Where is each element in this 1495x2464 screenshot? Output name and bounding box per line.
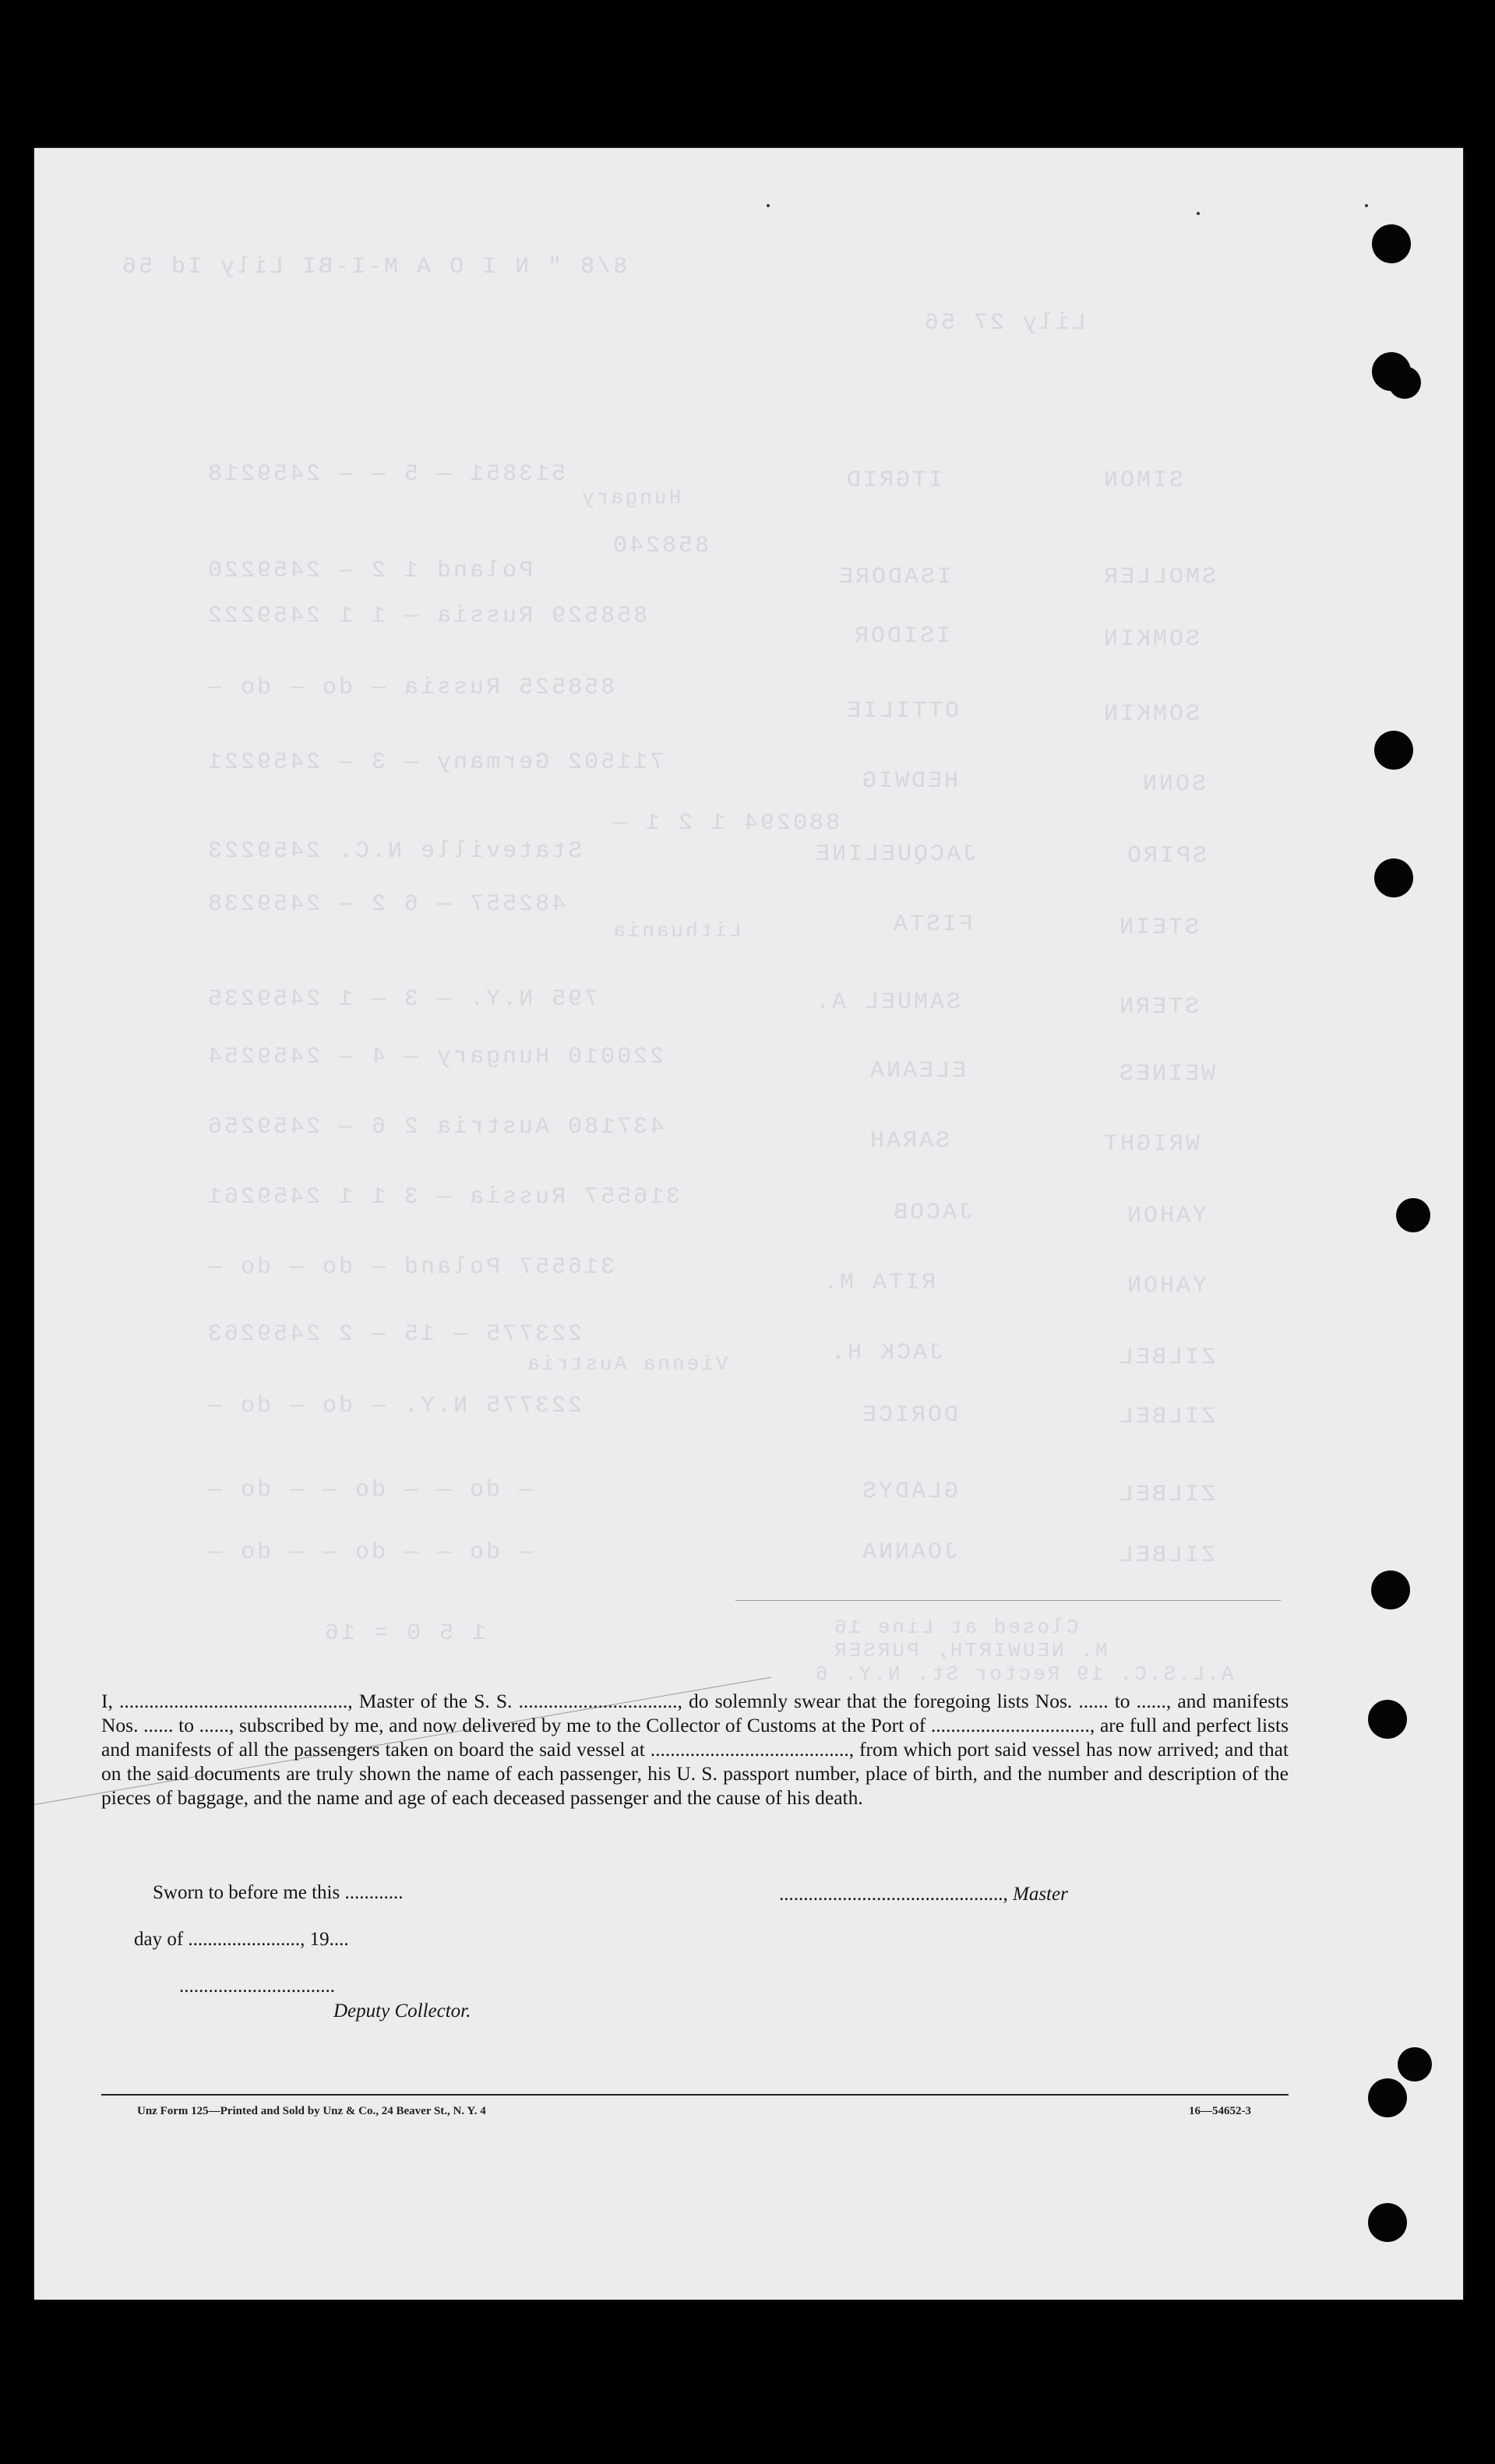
ghost-row: SARAH [868, 1128, 950, 1154]
oath-paragraph [101, 1689, 1289, 1810]
ghost-closing: Closed at Line 16 [832, 1616, 1079, 1639]
ghost-row: 858240 [611, 533, 710, 559]
ghost-row: 880294 1 2 1 — [611, 810, 841, 837]
speck [767, 204, 770, 207]
punch-hole [1368, 2203, 1407, 2242]
footer-printer: Unz Form 125—Printed and Sold by Unz & Co., 24 Beaver St., N. Y. 4 [137, 2105, 486, 2117]
ghost-closing: A.L.S.C. 19 Rector St. N.Y. 6 [813, 1662, 1234, 1686]
footer-rule [101, 2094, 1289, 2096]
ghost-row: SOMKIN [1102, 701, 1201, 728]
punch-hole [1372, 224, 1411, 263]
ghost-row: ZILBEL [1117, 1482, 1216, 1508]
ghost-row: JACQUELINE [813, 841, 978, 868]
ghost-row: — do — — do — — do — [206, 1539, 534, 1566]
punch-hole [1374, 731, 1413, 770]
ghost-row: JACK H. [829, 1340, 944, 1366]
ghost-row: STERN [1117, 994, 1200, 1020]
ghost-row: SAMUEL A. [813, 989, 961, 1016]
ghost-row: DORICE [860, 1402, 959, 1429]
ghost-row: SIMON [1102, 467, 1184, 494]
ghost-row: 220010 Hungary — 4 — 2459254 [206, 1044, 665, 1070]
ghost-row: Vienna Austria [525, 1352, 728, 1376]
ghost-row: 316557 Russia — 3 1 1 2459261 [206, 1184, 681, 1211]
ghost-row: ITGRID [844, 467, 943, 494]
ghost-row: ELEANA [868, 1058, 967, 1084]
ghost-row: 513851 — 5 — — 2459218 [206, 461, 566, 488]
ghost-closing: M. NEUWIRTH, PURSER [832, 1639, 1108, 1662]
punch-hole [1374, 858, 1413, 897]
ghost-row: Lithuania [611, 919, 742, 943]
sworn-line: Sworn to before me this ............ [153, 1882, 404, 1903]
ghost-row: OTTILIE [844, 698, 960, 724]
punch-hole [1368, 1700, 1407, 1739]
master-signature-line [779, 1884, 1068, 1905]
ghost-row: SOMKIN [1102, 626, 1201, 653]
ghost-row: 316557 Poland — do — do — [206, 1254, 615, 1281]
ghost-total: 1 5 0 = 16 [323, 1620, 487, 1647]
speck [1365, 204, 1368, 207]
ghost-row: WRIGHT [1102, 1131, 1201, 1158]
speck [1197, 212, 1200, 215]
ghost-row: SPIRO [1125, 843, 1208, 869]
ghost-row: ISADORE [837, 564, 952, 590]
deputy-collector-label [333, 2000, 471, 2022]
ghost-row: 482557 — 6 2 — 2459238 [206, 891, 566, 918]
ghost-header: 8/8 " N I O A M-I-BI Lily Id 56 [120, 254, 628, 280]
punch-hole [1398, 2047, 1432, 2082]
ghost-row: RITA M. [821, 1270, 936, 1296]
ghost-row: Hungary [580, 486, 682, 509]
footer-form-number: 16—54652-3 [1189, 2105, 1251, 2117]
ghost-row: FISTA [891, 911, 974, 938]
ghost-row: 711502 Germany — 3 — 2459221 [206, 749, 665, 776]
ghost-row: Poland 1 2 — 2459220 [206, 558, 534, 584]
ghost-row: ZILBEL [1117, 1542, 1216, 1569]
ghost-header: Lily 27 56 [922, 310, 1087, 337]
ghost-row: SONN [1141, 771, 1207, 798]
ghost-row: SMOLLER [1102, 564, 1217, 590]
day-of-line: day of ......................., 19.... [134, 1929, 349, 1950]
ghost-row: STEIN [1117, 915, 1200, 941]
ghost-row: JOANNA [860, 1539, 959, 1566]
ghost-row: JACOB [891, 1200, 974, 1226]
ghost-row: YAHON [1125, 1203, 1208, 1229]
ghost-row: 858525 Russia — do — do — [206, 675, 615, 701]
ghost-row: GLADYS [860, 1479, 959, 1505]
ghost-row: 223775 — 15 — 2 2459263 [206, 1321, 583, 1348]
punch-hole [1368, 2078, 1407, 2117]
ghost-row: 223775 N.Y. — do — do — [206, 1393, 583, 1419]
ghost-row: — do — — do — — do — [206, 1477, 534, 1503]
punch-hole [1388, 366, 1421, 399]
ghost-row: 437180 Austria 2 6 — 2459256 [206, 1114, 665, 1140]
punch-hole [1371, 1570, 1410, 1609]
master-label: Master [1013, 1884, 1068, 1905]
punch-hole [1396, 1198, 1430, 1232]
deputy-dots: ................................ [179, 1976, 335, 1997]
ghost-row: ISIDOR [852, 623, 951, 650]
ghost-row: Stateville N.C. 2459223 [206, 838, 583, 865]
ghost-row: 858529 Russia — 1 1 2459222 [206, 603, 648, 629]
ghost-row: HEDWIG [860, 768, 959, 795]
oath-text: I, .............................................., Master of the S. S. ................................, do solemnly swear that the foregoing lists Nos. ...... to ......, and manifests Nos. ...... to ......, subscribed by me, and now delivered by me to the Collector of Customs at the Port of ................................, are full and perfect lists and manifests of all the passengers taken on board the said vessel at ........................................, from which port said vessel has now arrived; and that on the said documents are truly shown the name of each passenger, his U. S. passport number, place of birth, and the number and description of the pieces of baggage, and the name and age of each deceased passenger and the cause of his death. [101, 1690, 1289, 1809]
separator-line [735, 1600, 1281, 1601]
deputy-collector-text: Deputy Collector. [333, 2000, 471, 2022]
ghost-row: 795 N.Y. — 3 — 1 2459235 [206, 986, 599, 1013]
master-dots: .............................................., [779, 1884, 1008, 1905]
ghost-row: ZILBEL [1117, 1345, 1216, 1371]
ghost-row: YAHON [1125, 1273, 1208, 1299]
ghost-row: ZILBEL [1117, 1404, 1216, 1430]
ghost-row: WEINES [1117, 1061, 1216, 1087]
